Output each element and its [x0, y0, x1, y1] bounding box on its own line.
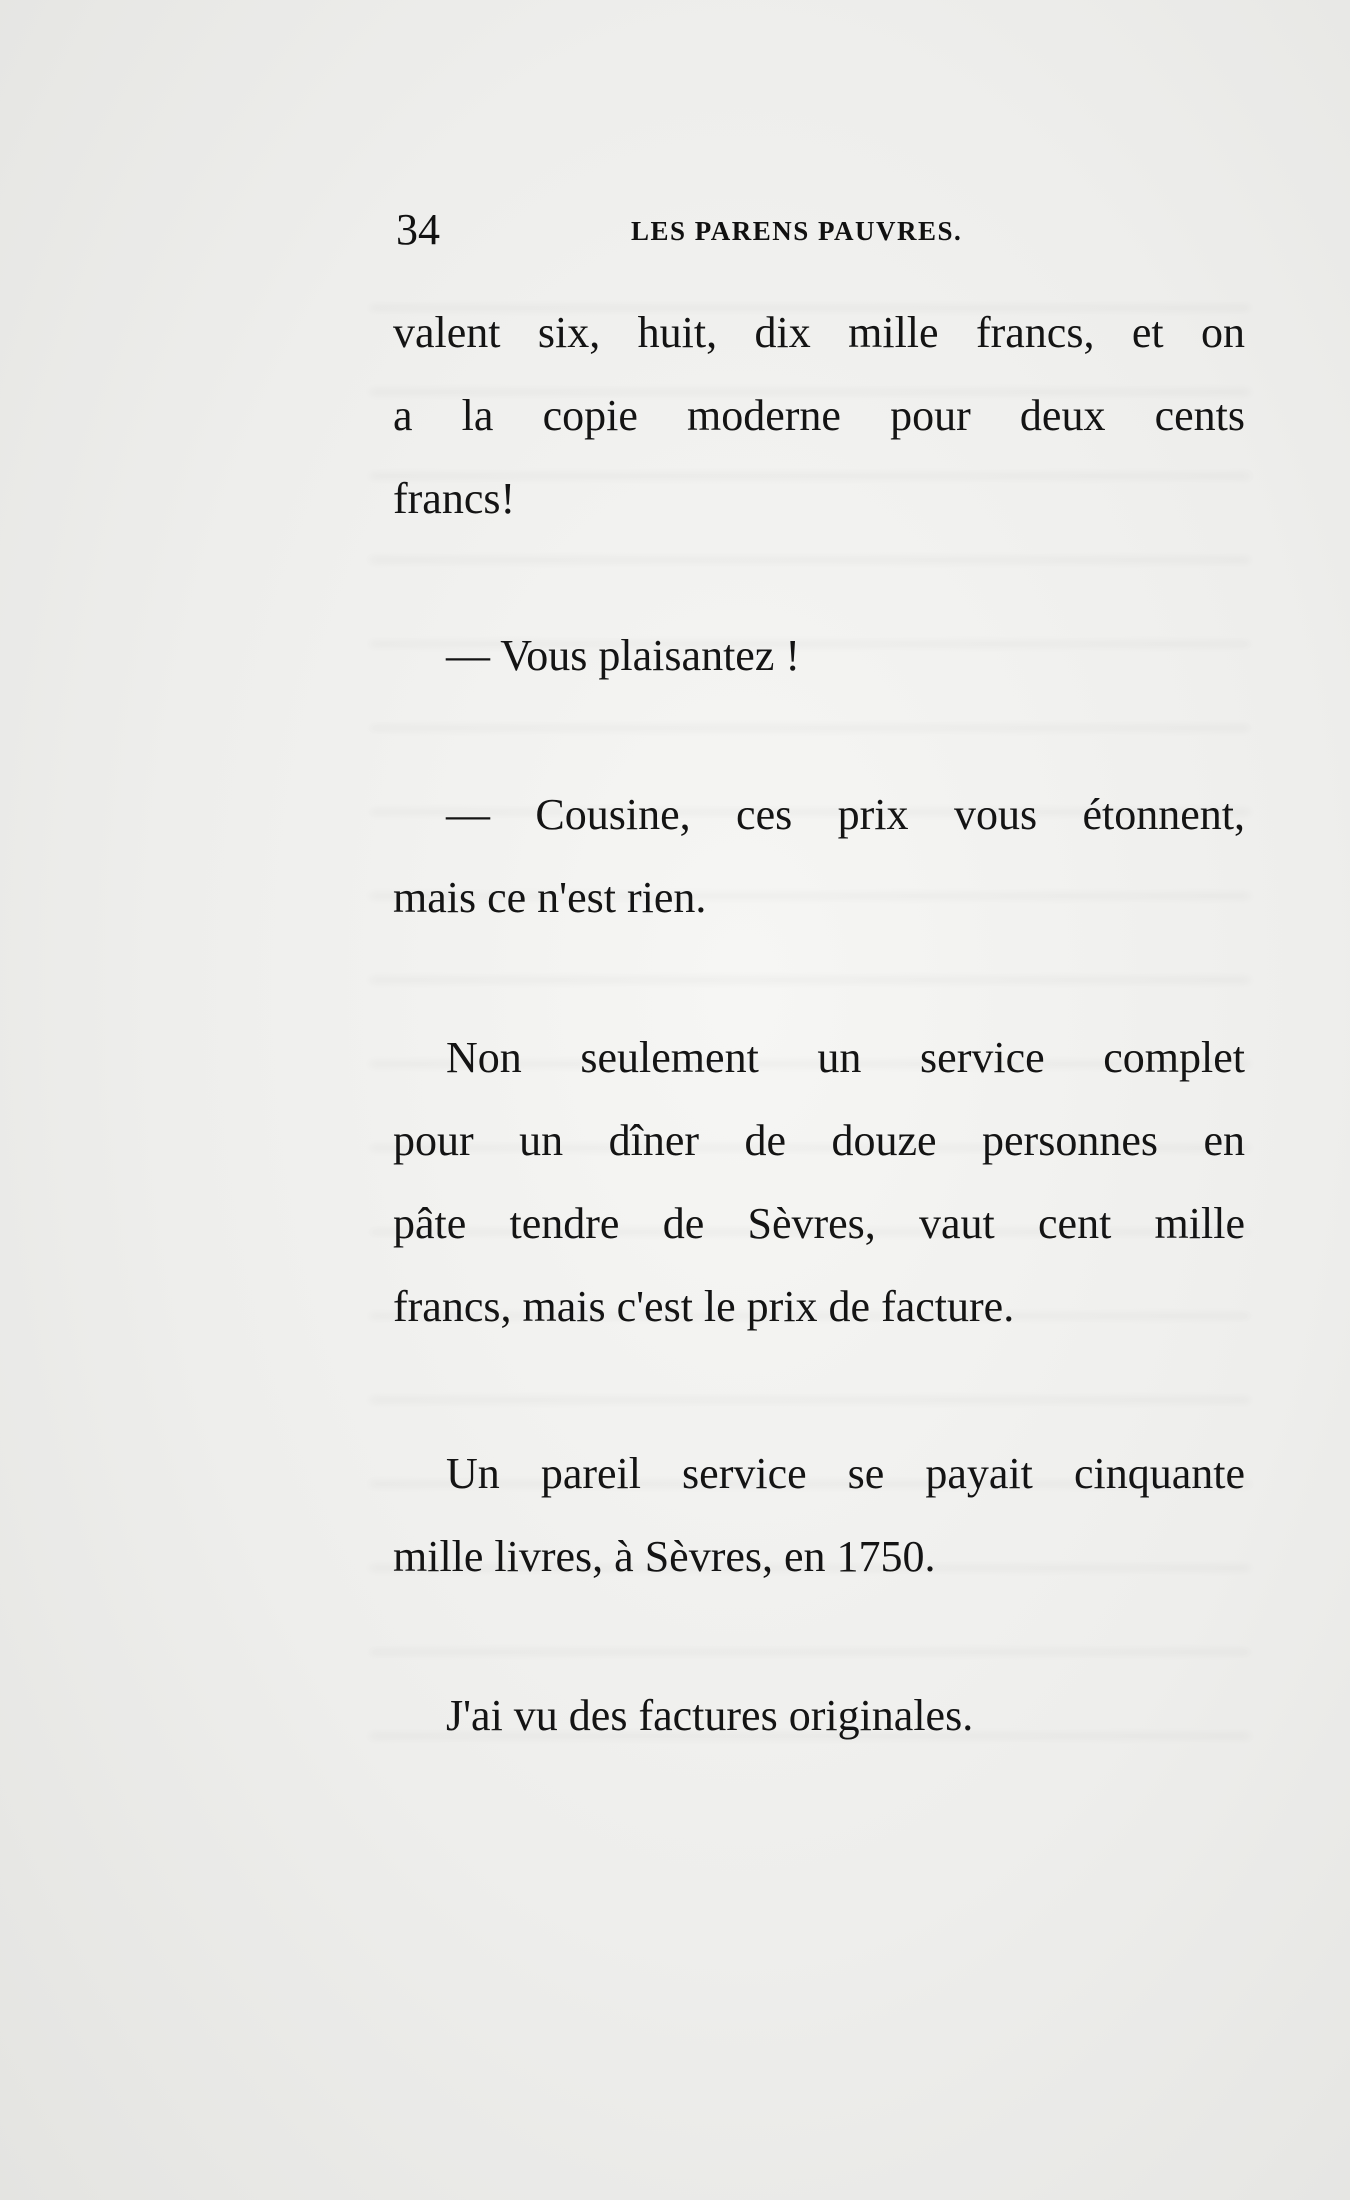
- text-line: francs, mais c'est le prix de facture.: [393, 1282, 1015, 1331]
- text-line: — Cousine, ces prix vous étonnent,: [446, 790, 1245, 839]
- page-header: [396, 200, 1046, 260]
- text-line: pour un dîner de douze personnes en: [393, 1116, 1245, 1165]
- text-line: francs!: [393, 474, 516, 523]
- text-line: mille livres, à Sèvres, en 1750.: [393, 1532, 936, 1581]
- text-line: a la copie moderne pour deux cents: [393, 391, 1245, 440]
- page-number: 34: [396, 205, 440, 254]
- text-line: J'ai vu des factures originales.: [446, 1691, 974, 1740]
- text-line: — Vous plaisantez !: [446, 631, 800, 680]
- text-line: mais ce n'est rien.: [393, 873, 707, 922]
- text-line: Non seulement un service complet: [446, 1033, 1245, 1082]
- running-title: LES PARENS PAUVRES.: [631, 216, 963, 246]
- text-line: valent six, huit, dix mille francs, et on: [393, 308, 1245, 357]
- text-line: Un pareil service se payait cinquante: [446, 1449, 1245, 1498]
- text-line: pâte tendre de Sèvres, vaut cent mille: [393, 1199, 1245, 1248]
